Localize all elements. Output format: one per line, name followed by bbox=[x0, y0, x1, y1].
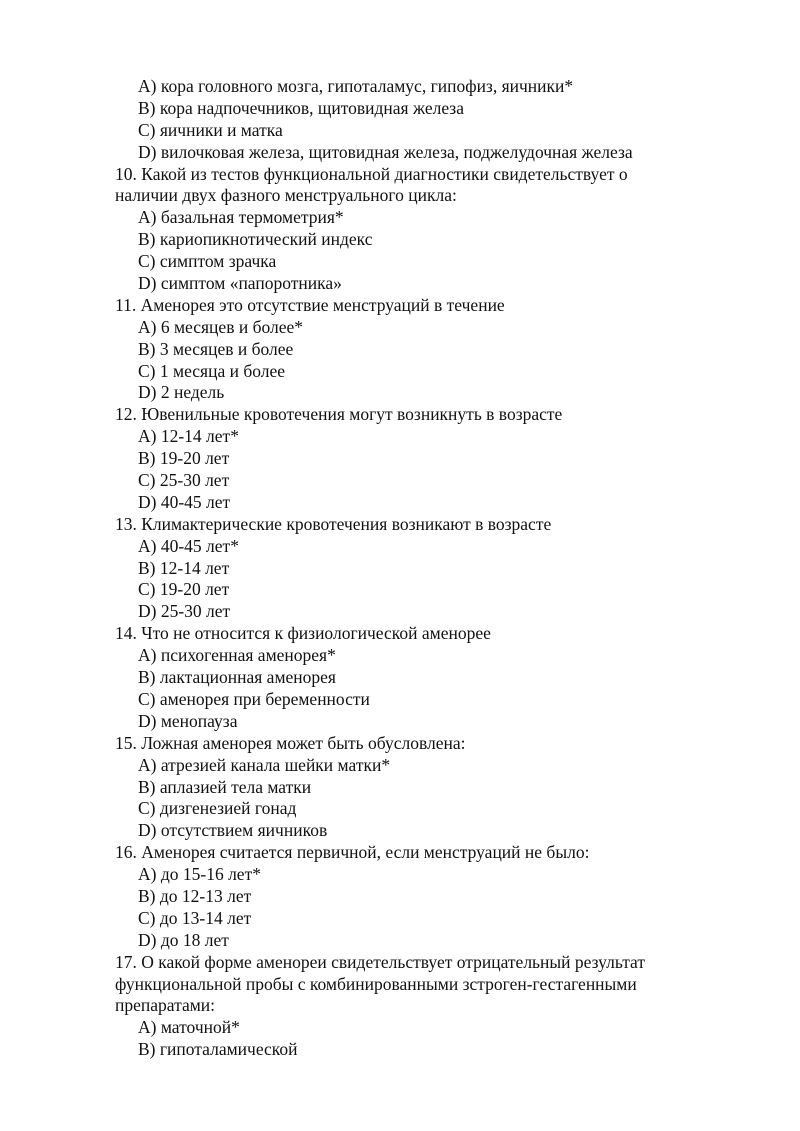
question-text: 15. Ложная аменорея может быть обусловлена: bbox=[115, 732, 466, 753]
answer-option: C) симптом зрачка bbox=[138, 251, 277, 272]
answer-option: D) 40-45 лет bbox=[138, 491, 231, 512]
answer-option: A) базальная термометрия* bbox=[138, 207, 344, 228]
question-text: 16. Аменорея считается первичной, если менструаций не было: bbox=[115, 842, 590, 863]
answer-option: C) аменорея при беременности bbox=[138, 688, 370, 709]
answer-option: B) 19-20 лет bbox=[138, 448, 230, 469]
answer-option: B) аплазией тела матки bbox=[138, 776, 312, 797]
answer-option: A) психогенная аменорея* bbox=[138, 645, 336, 666]
answer-option: D) до 18 лет bbox=[138, 929, 229, 950]
answer-option: C) 25-30 лет bbox=[138, 470, 230, 491]
answer-option: C) дизгенезией гонад bbox=[138, 798, 297, 819]
question-list bbox=[0, 76, 800, 1061]
question-text-continuation: наличии двух фазного менструального цикла: bbox=[115, 185, 457, 206]
answer-option: A) до 15-16 лет* bbox=[138, 864, 261, 885]
answer-option: D) 2 недель bbox=[138, 382, 225, 403]
answer-option: D) вилочковая железа, щитовидная железа, поджелудочная железа bbox=[138, 141, 633, 162]
answer-option: B) до 12-13 лет bbox=[138, 885, 252, 906]
question-text-continuation: функциональной пробы с комбинированными зстроген-гестагенными bbox=[115, 973, 637, 994]
answer-option: B) 3 месяцев и более bbox=[138, 338, 294, 359]
answer-option: D) отсутствием яичников bbox=[138, 820, 328, 841]
answer-option: B) лактационная аменорея bbox=[138, 667, 336, 688]
question-text: 17. О какой форме аменореи свидетельствует отрицательный результат bbox=[115, 951, 646, 972]
answer-option: B) кора надпочечников, щитовидная железа bbox=[138, 97, 464, 118]
answer-option: A) маточной* bbox=[138, 1017, 240, 1038]
answer-option: D) симптом «папоротника» bbox=[138, 273, 342, 294]
answer-option: B) гипоталамической bbox=[138, 1039, 298, 1060]
answer-option: C) до 13-14 лет bbox=[138, 907, 252, 928]
answer-option: D) менопауза bbox=[138, 710, 238, 731]
answer-option: A) 6 месяцев и более* bbox=[138, 316, 304, 337]
question-text: 11. Аменорея это отсутствие менструаций в течение bbox=[115, 294, 505, 315]
answer-option: A) 12-14 лет* bbox=[138, 426, 239, 447]
question-text: 10. Какой из тестов функциональной диагностики свидетельствует о bbox=[115, 163, 628, 184]
answer-option: C) яичники и матка bbox=[138, 119, 283, 140]
answer-option: C) 19-20 лет bbox=[138, 579, 230, 600]
answer-option: B) кариопикнотический индекс bbox=[138, 229, 373, 250]
question-text: 14. Что не относится к физиологической аменорее bbox=[115, 623, 491, 644]
question-text-continuation: препаратами: bbox=[115, 995, 216, 1016]
question-text: 13. Климактерические кровотечения возникают в возрасте bbox=[115, 513, 552, 534]
answer-option: C) 1 месяца и более bbox=[138, 360, 286, 381]
answer-option: A) атрезией канала шейки матки* bbox=[138, 754, 391, 775]
document-page bbox=[0, 76, 800, 1061]
question-text: 12. Ювенильные кровотечения могут возникнуть в возрасте bbox=[115, 404, 563, 425]
answer-option: B) 12-14 лет bbox=[138, 557, 230, 578]
answer-option: A) кора головного мозга, гипоталамус, гипофиз, яичники* bbox=[138, 76, 574, 96]
answer-option: A) 40-45 лет* bbox=[138, 535, 239, 556]
answer-option: D) 25-30 лет bbox=[138, 601, 231, 622]
